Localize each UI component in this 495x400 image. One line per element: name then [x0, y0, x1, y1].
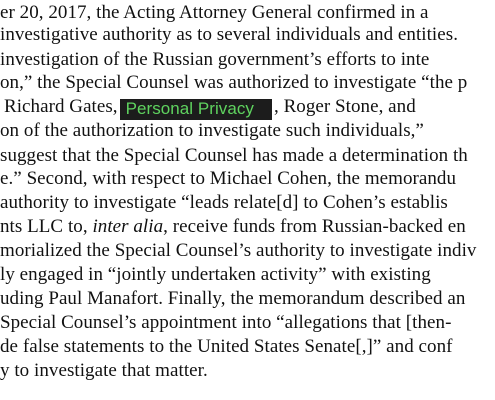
- document-line-2: investigative authority as to several individuals and entities.: [0, 24, 458, 45]
- line-5-before: Richard Gates,: [4, 96, 118, 117]
- line-10-after: , receive funds from Russian-backed en: [163, 216, 466, 237]
- document-line-5: [4, 96, 416, 120]
- document-line-15: de false statements to the United States Senate[,]” and conf: [0, 336, 453, 357]
- document-line-3: investigation of the Russian government’s efforts to inte: [0, 49, 430, 70]
- document-line-8: e.” Second, with respect to Michael Cohen, the memorandu: [0, 168, 457, 189]
- document-line-9: authority to investigate “leads relate[d] to Cohen’s establis: [0, 192, 448, 213]
- line-5-after: , Roger Stone, and: [273, 96, 416, 117]
- document-line-6: on of the authorization to investigate such individuals,”: [0, 120, 424, 141]
- document-line-11: morialized the Special Counsel’s authority to investigate indiv: [0, 240, 477, 261]
- document-line-7: suggest that the Special Counsel has made a determination th: [0, 145, 468, 166]
- document-line-1: er 20, 2017, the Acting Attorney General confirmed in a: [0, 2, 429, 23]
- document-line-4: on,” the Special Counsel was authorized to investigate “the p: [0, 72, 468, 93]
- document-line-14: Special Counsel’s appointment into “allegations that [then-: [0, 312, 452, 333]
- personal-privacy-redaction: Personal Privacy: [120, 99, 272, 120]
- document-line-13: uding Paul Manafort. Finally, the memorandum described an: [0, 288, 466, 309]
- line-10-italic: inter alia: [92, 216, 164, 237]
- line-10-before: nts LLC to,: [0, 216, 93, 237]
- document-line-12: ly engaged in “jointly undertaken activity” with existing: [0, 264, 431, 285]
- document-line-10: [0, 216, 466, 238]
- document-line-16: y to investigate that matter.: [0, 360, 208, 381]
